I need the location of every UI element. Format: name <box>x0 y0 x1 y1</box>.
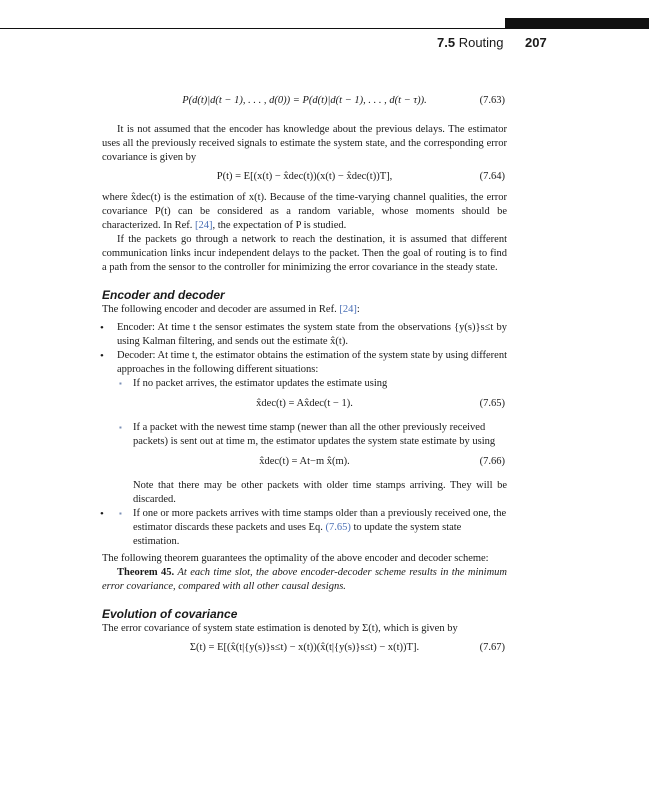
equation-7-67 <box>102 641 507 655</box>
list-item-newest-packet: ▪ If a packet with the newest time stamp (newer than all the other previously received packets) is sent out at time m, the estimator updates the system state estimate by using x̂dec(t) = At−m x̂(m). (7.66) <box>117 421 507 469</box>
equation-number: (7.63) <box>479 95 505 106</box>
decoder-situations-list <box>117 377 507 469</box>
equation-expression: Σ(t) = E[(x̂(t|{y(s)}s≤t) − x(t))(x̂(t|{y(s)}s≤t) − x(t))T]. <box>189 642 420 653</box>
equation-expression: P(d(t)|d(t − 1), . . . , d(0)) = P(d(t)|d(t − 1), . . . , d(t − τ)). <box>182 95 427 106</box>
theorem-45 <box>102 566 507 594</box>
list-item-container <box>102 507 507 549</box>
section-title: Routing <box>458 35 504 50</box>
equation-7-66 <box>102 455 507 469</box>
equation-7-64 <box>102 170 507 184</box>
section-heading-encoder-decoder: Encoder and decoder <box>102 288 225 302</box>
section-heading-evolution: Evolution of covariance <box>102 607 238 621</box>
page-body <box>102 94 507 655</box>
paragraph-older-packets-note: Note that there may be other packets with older time stamps arriving. They will be discarded. <box>133 480 507 505</box>
page-number: 207 <box>525 35 547 50</box>
paragraph-estimation: where x̂dec(t) is the estimation of x(t). Because of the time-varying channel qualities, the error covariance P(t) can be considered as a random variable, whose moments should be characterized. In Ref. [24], the expectation of P is studied. <box>102 192 507 231</box>
header-rule <box>0 28 649 29</box>
equation-number: (7.64) <box>479 171 505 182</box>
list-item-encoder: • Encoder: At time t the sensor estimates the system state from the observations {y(s)}s≤t by using Kalman filtering, and sends out the estimate x̂(t). <box>102 321 507 349</box>
equation-link[interactable]: (7.65) <box>325 522 351 533</box>
list-item-decoder: • Decoder: At time t, the estimator obtains the estimation of the system state by using different approaches in the following different situations: ▪ If no packet arrives, the estimator updates the estimate using x̂dec(t) = Ax̂dec(t − 1). (7.65) ▪ If a packet with the newest time stamp (newer than all the other previously received packets) is sent out at time m, the estimator updates the system state estimate by using x̂dec(t) = At−m x̂(m). (7.66) <box>102 349 507 469</box>
paragraph-covariance-intro: The error covariance of system state estimation is denoted by Σ(t), which is given by <box>102 623 458 634</box>
decoder-situations-list-tail <box>117 507 507 549</box>
paragraph-theorem-intro: The following theorem guarantees the optimality of the above encoder and decoder scheme: <box>102 553 489 564</box>
list-item-older-packets: ▪ • If one or more packets arrives with time stamps older than a previously received one, the estimator discards these packets and uses Eq. (7.65) to update the system state estimation. <box>117 507 507 549</box>
list-item-no-packet: ▪ If no packet arrives, the estimator updates the estimate using x̂dec(t) = Ax̂dec(t − 1). (7.65) <box>117 377 507 411</box>
encoder-decoder-list <box>102 321 507 469</box>
paragraph-routing-goal: If the packets go through a network to reach the destination, it is assumed that different communication links incur independent delays to the packet. Then the goal of routing is to find a path from the sensor to the controller for minimizing the error covariance in the steady state. <box>102 234 507 273</box>
equation-expression: x̂dec(t) = At−m x̂(m). <box>259 456 350 467</box>
reference-link[interactable]: [24] <box>194 220 213 231</box>
equation-number: (7.65) <box>479 398 505 409</box>
running-head-section <box>437 35 504 50</box>
equation-number: (7.67) <box>479 642 505 653</box>
theorem-label: Theorem 45. <box>117 567 175 578</box>
equation-number: (7.66) <box>479 456 505 467</box>
paragraph-encoder-intro: The following encoder and decoder are assumed in Ref. [24]: <box>102 304 360 315</box>
equation-expression: P(t) = E[(x(t) − x̂dec(t))(x(t) − x̂dec(t))T], <box>216 171 393 182</box>
theorem-text: At each time slot, the above encoder-decoder scheme results in the minimum error covariance, compared with all other causal designs. <box>102 567 508 592</box>
equation-7-63 <box>102 94 507 108</box>
equation-7-65 <box>102 397 507 411</box>
paragraph-encoder-knowledge: It is not assumed that the encoder has knowledge about the previous delays. The estimator uses all the previously received signals to estimate the system state, and the corresponding error covariance is given by <box>102 124 507 163</box>
decoder-situations-list-continued <box>102 507 507 549</box>
running-head <box>0 33 649 53</box>
reference-link[interactable]: [24] <box>339 304 357 315</box>
equation-expression: x̂dec(t) = Ax̂dec(t − 1). <box>256 398 353 409</box>
section-number: 7.5 <box>437 35 456 50</box>
